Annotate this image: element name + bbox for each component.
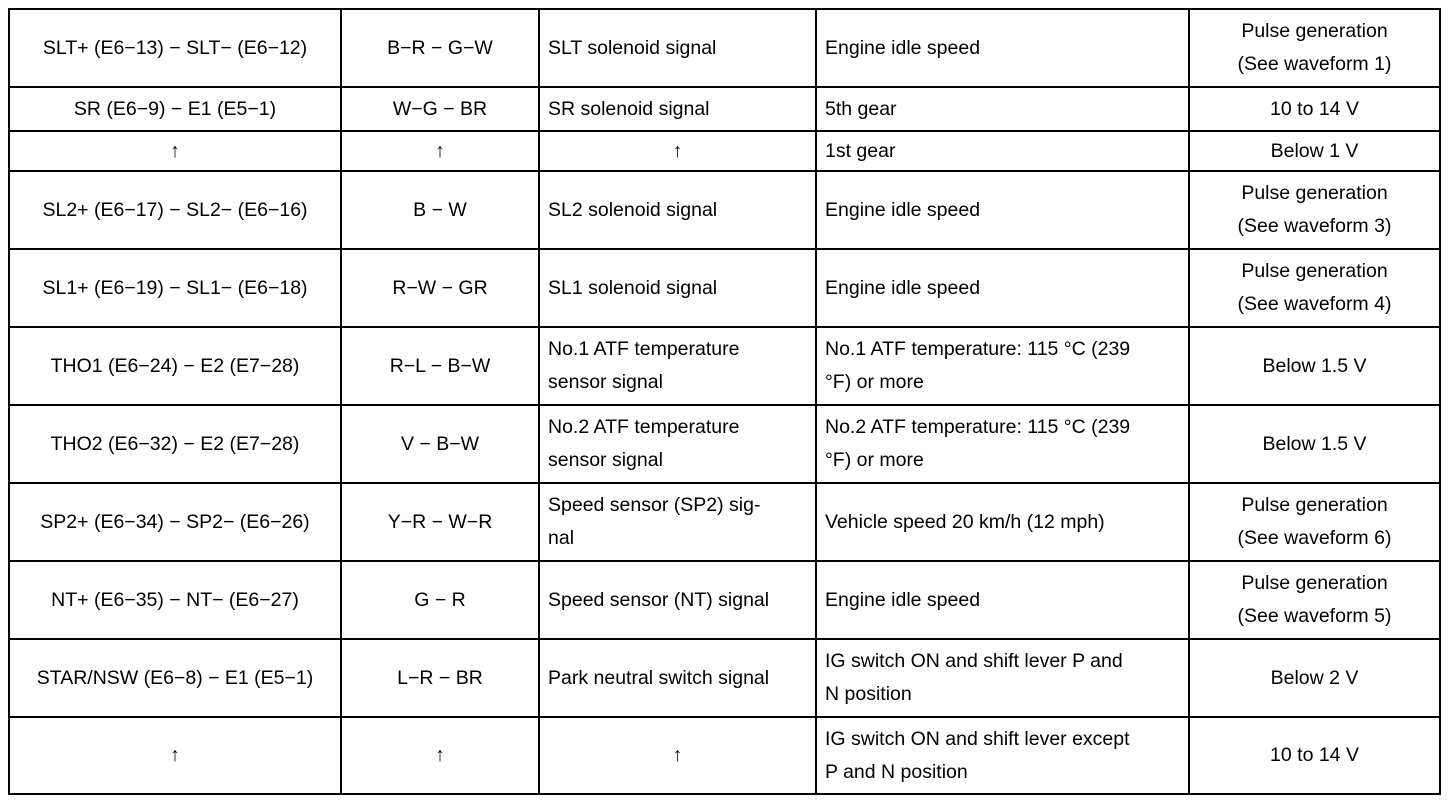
specified-condition-cell: Below 1.5 V: [1189, 327, 1440, 405]
description-cell: [539, 483, 816, 561]
table-row: [9, 561, 1440, 639]
condition-cell: Engine idle speed: [816, 249, 1189, 327]
wiring-color-cell: V − B−W: [341, 405, 539, 483]
spec-line-2: (See waveform 3): [1237, 215, 1392, 237]
condition-line-1: No.1 ATF temperature: 115 °C (239: [825, 338, 1131, 360]
specified-condition-cell: [1189, 171, 1440, 249]
table-row: [9, 327, 1440, 405]
wiring-color-cell: B − W: [341, 171, 539, 249]
condition-cell: [816, 405, 1189, 483]
condition-line-1: IG switch ON and shift lever except: [825, 727, 1130, 750]
wiring-color-cell: R−W − GR: [341, 249, 539, 327]
terminal-cell: SLT+ (E6−13) − SLT− (E6−12): [9, 9, 341, 87]
ditto-arrow-cell: ↑: [341, 717, 539, 794]
spec-line-2: (See waveform 1): [1237, 53, 1392, 75]
ditto-arrow-cell: ↑: [9, 717, 341, 794]
terminal-cell: THO1 (E6−24) − E2 (E7−28): [9, 327, 341, 405]
spec-line-1: Pulse generation: [1241, 494, 1388, 516]
terminal-cell: SL1+ (E6−19) − SL1− (E6−18): [9, 249, 341, 327]
table-row: [9, 249, 1440, 327]
ditto-arrow-cell: ↑: [9, 131, 341, 171]
terminal-cell: SR (E6−9) − E1 (E5−1): [9, 87, 341, 131]
condition-line-2: °F) or more: [825, 371, 924, 393]
wiring-color-cell: G − R: [341, 561, 539, 639]
description-line-2: sensor signal: [548, 449, 663, 471]
condition-cell: Engine idle speed: [816, 561, 1189, 639]
specified-condition-cell: Below 1 V: [1189, 131, 1440, 171]
wiring-color-cell: B−R − G−W: [341, 9, 539, 87]
spec-line-1: Pulse generation: [1241, 572, 1388, 594]
specified-condition-cell: [1189, 249, 1440, 327]
condition-cell: [816, 639, 1189, 717]
description-line-1: No.2 ATF temperature: [548, 416, 740, 438]
description-line-2: sensor signal: [548, 371, 663, 393]
condition-cell: Engine idle speed: [816, 9, 1189, 87]
condition-cell: Vehicle speed 20 km/h (12 mph): [816, 483, 1189, 561]
wiring-color-cell: W−G − BR: [341, 87, 539, 131]
terminal-cell: SP2+ (E6−34) − SP2− (E6−26): [9, 483, 341, 561]
table-row: [9, 9, 1440, 87]
description-line-1: Speed sensor (SP2) sig-: [548, 494, 761, 516]
condition-line-1: No.2 ATF temperature: 115 °C (239: [825, 416, 1131, 438]
spec-line-1: Pulse generation: [1241, 260, 1388, 282]
description-cell: SL2 solenoid signal: [539, 171, 816, 249]
description-cell: SLT solenoid signal: [539, 9, 816, 87]
table-row: [9, 87, 1440, 131]
spec-line-2: (See waveform 4): [1237, 293, 1392, 315]
spec-line-1: Pulse generation: [1241, 20, 1388, 42]
terminal-cell: STAR/NSW (E6−8) − E1 (E5−1): [9, 639, 341, 717]
table-row: [9, 405, 1440, 483]
terminal-cell: SL2+ (E6−17) − SL2− (E6−16): [9, 171, 341, 249]
description-cell: SL1 solenoid signal: [539, 249, 816, 327]
condition-cell: Engine idle speed: [816, 171, 1189, 249]
terminal-spec-table: [8, 8, 1441, 795]
description-line-1: No.1 ATF temperature: [548, 338, 740, 360]
table-row: [9, 171, 1440, 249]
ditto-arrow-cell: ↑: [539, 717, 816, 794]
ditto-arrow-cell: ↑: [539, 131, 816, 171]
spec-line-1: Pulse generation: [1241, 182, 1388, 204]
spec-line-2: (See waveform 6): [1237, 527, 1392, 549]
terminal-cell: NT+ (E6−35) − NT− (E6−27): [9, 561, 341, 639]
wiring-color-cell: L−R − BR: [341, 639, 539, 717]
spec-line-2: (See waveform 5): [1237, 605, 1392, 627]
condition-cell: [816, 717, 1189, 794]
description-cell: Park neutral switch signal: [539, 639, 816, 717]
wiring-color-cell: Y−R − W−R: [341, 483, 539, 561]
table-row: [9, 131, 1440, 171]
terminal-cell: THO2 (E6−32) − E2 (E7−28): [9, 405, 341, 483]
specified-condition-cell: 10 to 14 V: [1189, 87, 1440, 131]
condition-line-1: IG switch ON and shift lever P and: [825, 650, 1123, 672]
specified-condition-cell: Below 1.5 V: [1189, 405, 1440, 483]
specified-condition-cell: 10 to 14 V: [1189, 717, 1440, 794]
description-cell: Speed sensor (NT) signal: [539, 561, 816, 639]
wiring-color-cell: R−L − B−W: [341, 327, 539, 405]
condition-cell: 5th gear: [816, 87, 1189, 131]
condition-line-2: N position: [825, 683, 912, 705]
condition-cell: 1st gear: [816, 131, 1189, 171]
specified-condition-cell: [1189, 561, 1440, 639]
table-row: [9, 639, 1440, 717]
condition-line-2: P and N position: [825, 760, 968, 783]
description-cell: [539, 327, 816, 405]
specified-condition-cell: Below 2 V: [1189, 639, 1440, 717]
description-line-2: nal: [548, 527, 575, 549]
table-row: [9, 717, 1440, 794]
specified-condition-cell: [1189, 483, 1440, 561]
table-row: [9, 483, 1440, 561]
description-cell: [539, 405, 816, 483]
condition-cell: [816, 327, 1189, 405]
description-cell: SR solenoid signal: [539, 87, 816, 131]
specified-condition-cell: [1189, 9, 1440, 87]
ditto-arrow-cell: ↑: [341, 131, 539, 171]
condition-line-2: °F) or more: [825, 449, 924, 471]
